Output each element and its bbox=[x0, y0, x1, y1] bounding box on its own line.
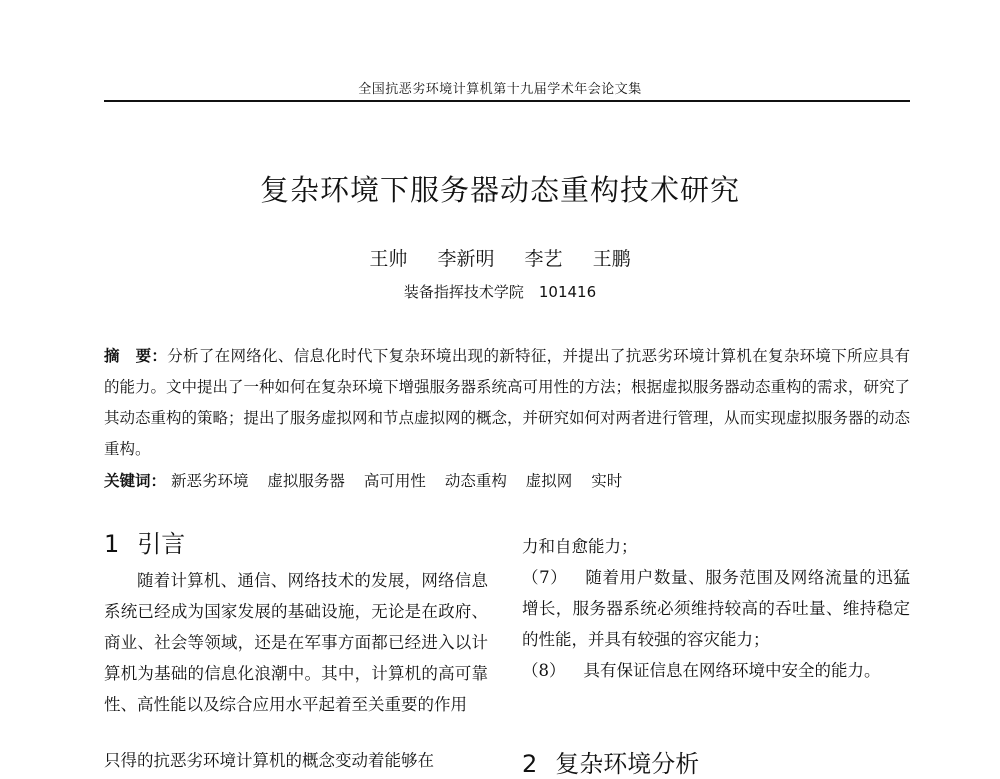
paper-title: 复杂环境下服务器动态重构技术研究 bbox=[259, 173, 740, 207]
keyword: 动态重构 bbox=[444, 472, 507, 490]
abstract bbox=[104, 341, 910, 465]
list-item-text: 具有保证信息在网络环境中安全的能力。 bbox=[583, 661, 881, 680]
running-head: 全国抗恶劣环境计算机第十九届学术年会论文集 bbox=[358, 82, 642, 97]
left-column bbox=[104, 524, 488, 720]
author-name: 王帅 bbox=[369, 248, 408, 270]
continuation-text: 力和自愈能力； bbox=[522, 537, 638, 556]
affiliation: 装备指挥技术学院 101416 bbox=[403, 283, 597, 301]
header-rule bbox=[104, 100, 910, 102]
section-title: 引言 bbox=[137, 530, 186, 558]
author-name: 李艺 bbox=[524, 248, 563, 270]
keywords bbox=[104, 468, 910, 494]
author-name: 王鹏 bbox=[592, 248, 631, 270]
abstract-text: 分析了在网络化、信息化时代下复杂环境出现的新特征，并提出了抗恶劣环境计算机在复杂环境下所应具有的能力。文中提出了一种如何在复杂环境下增强服务器系统高可用性的方法；根据虚拟服务器动态重构的需求，研究了其动态重构的策略；提出了服务虚拟网和节点虚拟网的概念，并研究如何对两者进行管理，从而实现虚拟服务器的动态重构。 bbox=[104, 347, 911, 458]
section-number: 1 bbox=[104, 530, 120, 558]
author-name: 李新明 bbox=[437, 248, 495, 270]
list-marker: （7） bbox=[522, 568, 568, 587]
keyword: 虚拟服务器 bbox=[267, 472, 345, 490]
keyword: 虚拟网 bbox=[525, 472, 573, 490]
list-marker: （8） bbox=[522, 661, 566, 680]
abstract-label: 摘 要： bbox=[104, 347, 168, 365]
list-item bbox=[522, 655, 910, 686]
list-item-text: 随着用户数量、服务范围及网络流量的迅猛增长，服务器系统必须维持较高的吞吐量、维持稳定的性能，并具有较强的容灾能力； bbox=[522, 568, 911, 649]
cut-off-line: 只得的抗恶劣环境计算机的概念变动着能够在 bbox=[104, 751, 434, 770]
section-title: 复杂环境分析 bbox=[555, 750, 700, 778]
keyword: 新恶劣环境 bbox=[170, 472, 249, 490]
list-item bbox=[522, 562, 910, 655]
right-column bbox=[522, 531, 910, 686]
keyword: 实时 bbox=[591, 472, 623, 490]
keywords-label: 关键词： bbox=[104, 472, 167, 490]
keyword: 高可用性 bbox=[363, 472, 426, 490]
section-number: 2 bbox=[522, 750, 538, 778]
section-1-heading bbox=[104, 524, 488, 559]
section-2-heading bbox=[522, 744, 699, 779]
section-1-paragraph: 随着计算机、通信、网络技术的发展，网络信息系统已经成为国家发展的基础设施，无论是在政府、商业、社会等领域，还是在军事方面都已经进入以计算机为基础的信息化浪潮中。其中，计算机的高可靠性、高性能以及综合应用水平起着至关重要的作用 bbox=[104, 571, 488, 714]
author-list bbox=[0, 244, 1000, 271]
